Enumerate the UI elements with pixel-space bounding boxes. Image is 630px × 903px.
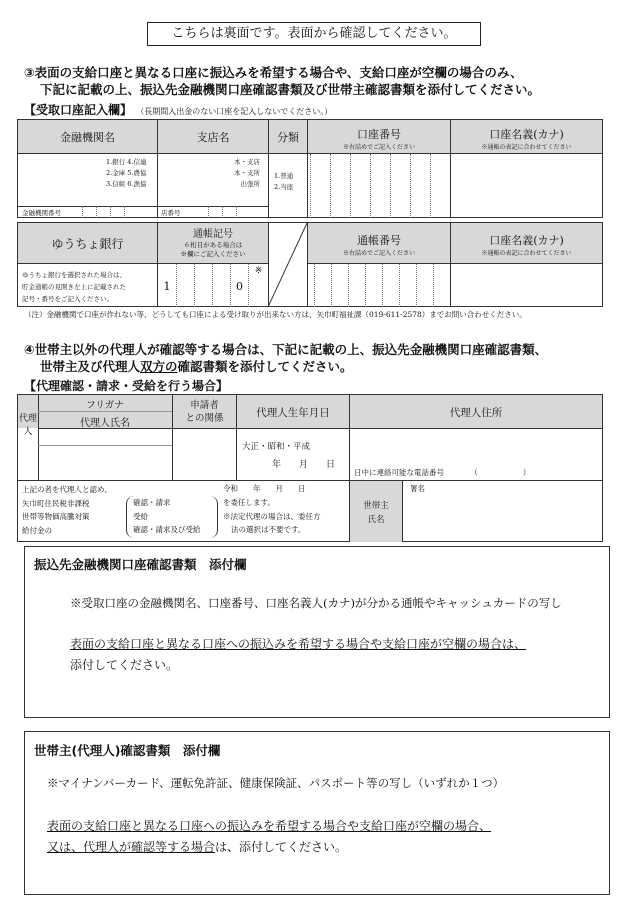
signature-label: 署名 (410, 484, 425, 493)
entrust-text: を委任します。 ※法定代理の場合は、委任方 法の選択は不要です。 (223, 498, 321, 534)
section3-title (24, 64, 624, 98)
bank-name-header: 金融機関名 (60, 131, 115, 144)
yucho-note: ゆうちょ銀行を選択された場合は、 貯金通帳の見開き左上に記載された 記号・番号をご記入ください。 (22, 271, 126, 303)
passbook-number-boxes[interactable] (308, 264, 450, 307)
account-type-header: 分類 (277, 131, 299, 144)
yucho-table (17, 222, 603, 307)
section4-title: ④世帯主以外の代理人が確認等する場合は、下記に記載の上、振込先金融機関口座確認書類、 世帯主及び代理人双方の確認書類を添付してください。 (24, 342, 548, 374)
proxy-table (17, 394, 603, 542)
bank-docs-attachment-box (24, 546, 610, 718)
yucho-holder-header: 口座名義(カナ) ※通帳の表記に合わせてください (481, 234, 572, 257)
bank-docs-line2: 表面の支給口座と異なる口座への振込みを希望する場合や支給口座が空欄の場合は、 (70, 637, 527, 651)
household-head-label: 世帯主 氏名 (363, 501, 389, 525)
furigana-header: フリガナ (86, 400, 124, 411)
bank-docs-line3: 添付してください。 (70, 658, 179, 672)
agent-name-input[interactable] (39, 446, 172, 479)
signature-input[interactable] (403, 493, 601, 541)
passbook-code-header: 通帳記号 ６桁目がある場合は ※欄にご記入ください (180, 229, 246, 258)
consent-date: 令和 年 月 日 (223, 484, 306, 493)
bank-type-options: 1.銀行 4.信連 2.金庫 5.農協 3.信組 6.漁協 (106, 158, 147, 188)
furigana-input[interactable] (39, 429, 172, 445)
id-docs-attachment-box (24, 731, 610, 895)
branch-name-header: 支店名 (196, 131, 230, 144)
account-holder-header: 口座名義(カナ) ※通帳の表記に合わせてください (481, 128, 572, 151)
bank-docs-line1: ※受取口座の金融機関名、口座番号、口座名義人(カナ)が分かる通帳やキャッシュカードの写し (70, 596, 562, 610)
era-options: 大正・昭和・平成 (242, 442, 311, 452)
agent-side-label: 代理人 (18, 414, 37, 437)
delegation-options[interactable]: 確認・請求 受給 確認・請求及び受給 (126, 496, 218, 538)
back-side-notice: こちらは裏面です。表面から確認してください。 (147, 22, 481, 46)
proxy-section-subhead: 【代理確認・請求・受給を行う場合】 (24, 379, 229, 393)
relation-header: 申請者 との関係 (185, 400, 224, 424)
branch-code-label: 店番号 (161, 209, 181, 217)
passbook-number-header: 通帳番号 ※右詰めでご記入ください (342, 234, 415, 257)
id-docs-line1: ※マイナンバーカード、運転免許証、健康保険証、パスポート等の写し（いずれか１つ） (47, 776, 505, 790)
bank-docs-title: 振込先金融機関口座確認書類 添付欄 (34, 557, 247, 572)
account-number-header: 口座番号 ※右詰めでご記入ください (342, 128, 415, 151)
yucho-bank-label: ゆうちょ銀行 (51, 237, 124, 251)
account-section-note: （長期間入出金のない口座を記入しないでください。） (136, 107, 333, 116)
diagonal-slash (268, 223, 308, 307)
birthdate-header: 代理人生年月日 (256, 407, 330, 419)
footnote: （注）金融機関で口座が作れない等、どうしても口座による受け取りが出来ない方は、矢巾町福祉課（019-611-2578）までお問い合わせください。 (24, 310, 527, 319)
account-type-options: 1.普通 2.当座 (274, 172, 294, 191)
account-section-subhead: 【受取口座記入欄】 (24, 103, 133, 117)
relation-input[interactable] (173, 429, 236, 479)
section3-title-line1: ③表面の支給口座と異なる口座に振込みを希望する場合や、支給口座が空欄の場合のみ、 (24, 65, 523, 80)
address-header: 代理人住所 (449, 407, 503, 419)
account-table (17, 119, 603, 218)
id-docs-line2: 表面の支給口座と異なる口座への振込みを希望する場合や支給口座が空欄の場合、 (47, 819, 492, 833)
phone-label: 日中に連絡可能な電話番号 （ ） (354, 468, 531, 477)
bank-code-boxes[interactable] (82, 206, 157, 218)
birthdate-ymd: 年 月 日 (272, 460, 336, 470)
passbook-code-boxes[interactable]: 1 0 ※ (158, 264, 268, 307)
bank-code-label: 金融機関番号 (22, 209, 61, 217)
branch-type-options: 本・支店 本・支所 出張所 (234, 158, 260, 188)
id-docs-title: 世帯主(代理人)確認書類 添付欄 (34, 743, 221, 758)
account-number-boxes[interactable] (308, 154, 450, 218)
branch-code-boxes[interactable] (208, 206, 268, 218)
consent-text: 上記の者を代理人と認め、 矢巾町住民税非課税 世帯等物価高騰対策 給付金の (22, 485, 112, 535)
agent-name-header: 代理人氏名 (80, 418, 130, 429)
account-section-head (24, 101, 332, 118)
id-docs-line3: 又は、代理人が確認等する場合は、添付してください。 (47, 840, 348, 854)
section3-title-line2: 下記に記載の上、振込先金融機関口座確認書類及び世帯主確認書類を添付してください。 (40, 82, 541, 97)
